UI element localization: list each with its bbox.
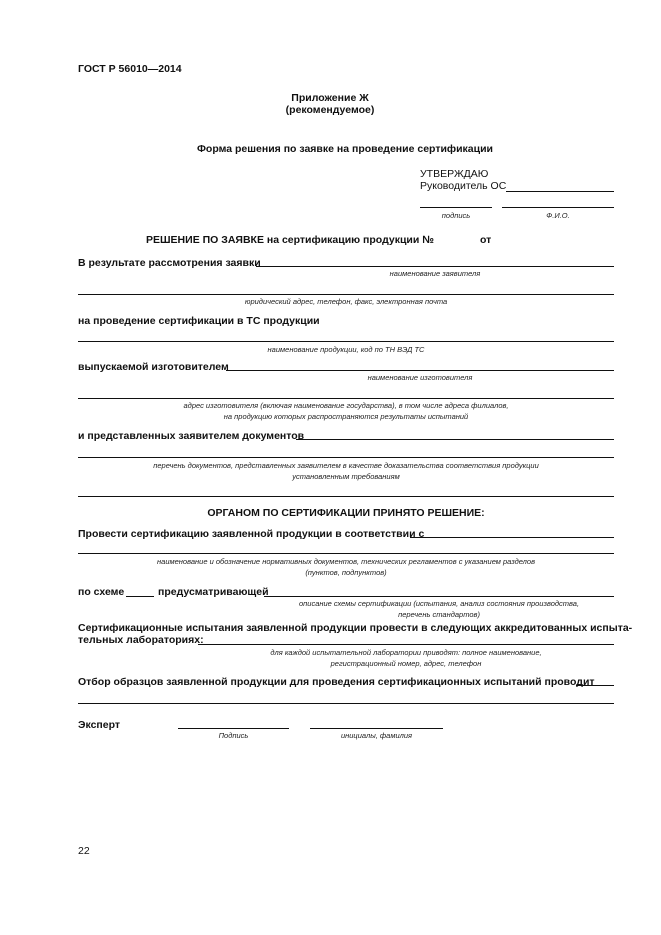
lab-line (198, 644, 614, 645)
decision-title: РЕШЕНИЕ ПО ЗАЯВКЕ на сертификацию продукции № (146, 234, 434, 246)
conduct-line (410, 537, 614, 538)
norms-line (78, 553, 614, 554)
manufacturer-label: выпускаемой изготовителем (78, 361, 229, 373)
documents-line (296, 439, 614, 440)
expert-signature-caption: Подпись (218, 731, 249, 740)
head-os-label: Руководитель ОС (420, 180, 507, 192)
documents-caption-2: установленным требованиям (292, 472, 400, 481)
scheme-caption-1: описание схемы сертификации (испытания, анализ состояния производства, (298, 599, 580, 608)
standard-number: ГОСТ Р 56010—2014 (78, 63, 182, 75)
scheme-caption-2: перечень стандартов) (398, 610, 480, 619)
form-title: Форма решения по заявке на проведение сертификации (196, 143, 494, 155)
scheme-line (264, 596, 614, 597)
documents-line-2 (78, 457, 614, 458)
sampling-label: Отбор образцов заявленной продукции для проведения сертификационных испытаний проводит (78, 676, 595, 688)
address-caption: юридический адрес, телефон, факс, электронная почта (244, 297, 448, 306)
product-line (78, 341, 614, 342)
product-caption: наименование продукции, код по ТН ВЭД ТС (267, 345, 425, 354)
norms-caption-1: наименование и обозначение нормативных документов, технических регламентов с указанием разделов (157, 557, 535, 566)
approval-name-caption: Ф.И.О. (546, 211, 570, 220)
lab-caption-2: регистрационный номер, адрес, телефон (330, 659, 482, 668)
sampling-line-2 (78, 703, 614, 704)
sampling-line (576, 685, 614, 686)
tests-line-2: тельных лабораториях: (78, 634, 204, 646)
appendix-title: Приложение Ж (291, 92, 369, 104)
norms-caption-2: (пунктов, подпунктов) (305, 568, 387, 577)
manufacturer-address-line (78, 398, 614, 399)
expert-label: Эксперт (78, 719, 121, 731)
providing-label: предусматривающей (158, 586, 269, 598)
address-line (78, 294, 614, 295)
manufacturer-caption: наименование изготовителя (367, 373, 473, 382)
certification-ts-label: на проведение сертификации в ТС продукции (78, 315, 320, 327)
expert-signature-line (178, 728, 289, 729)
page-number: 22 (78, 845, 90, 857)
manufacturer-line (226, 370, 614, 371)
documents-label: и представленных заявителем документов (78, 430, 305, 442)
decision-from: от (480, 234, 492, 246)
conduct-label: Провести сертификацию заявленной продукции в соответствии с (78, 528, 425, 540)
approval-name-line (502, 207, 614, 208)
body-decision-heading: ОРГАНОМ ПО СЕРТИФИКАЦИИ ПРИНЯТО РЕШЕНИЕ: (207, 507, 485, 519)
lab-caption-1: для каждой испытательной лаборатории приводят: полное наименование, (270, 648, 542, 657)
consideration-label: В результате рассмотрения заявки (78, 257, 261, 269)
expert-name-line (310, 728, 443, 729)
tests-line-1: Сертификационные испытания заявленной продукции провести в следующих аккредитованных испыта- (78, 622, 633, 634)
scheme-number-line (126, 596, 154, 597)
approve-label: УТВЕРЖДАЮ (420, 168, 489, 180)
manufacturer-address-caption-1: адрес изготовителя (включая наименование государства), в том числе адреса филиалов, (183, 401, 509, 410)
documents-caption-1: перечень документов, представленных заявителем в качестве доказательства соответствия продукции (153, 461, 539, 470)
manufacturer-address-caption-2: на продукцию которых распространяются результаты испытаний (223, 412, 469, 421)
applicant-line (256, 266, 614, 267)
scheme-label: по схеме (78, 586, 125, 598)
expert-name-caption: инициалы, фамилия (340, 731, 413, 740)
head-os-line (506, 191, 614, 192)
documents-line-3 (78, 496, 614, 497)
approval-signature-caption: подпись (441, 211, 471, 220)
appendix-note: (рекомендуемое) (285, 104, 375, 116)
applicant-caption: наименование заявителя (389, 269, 481, 278)
approval-signature-line (420, 207, 492, 208)
